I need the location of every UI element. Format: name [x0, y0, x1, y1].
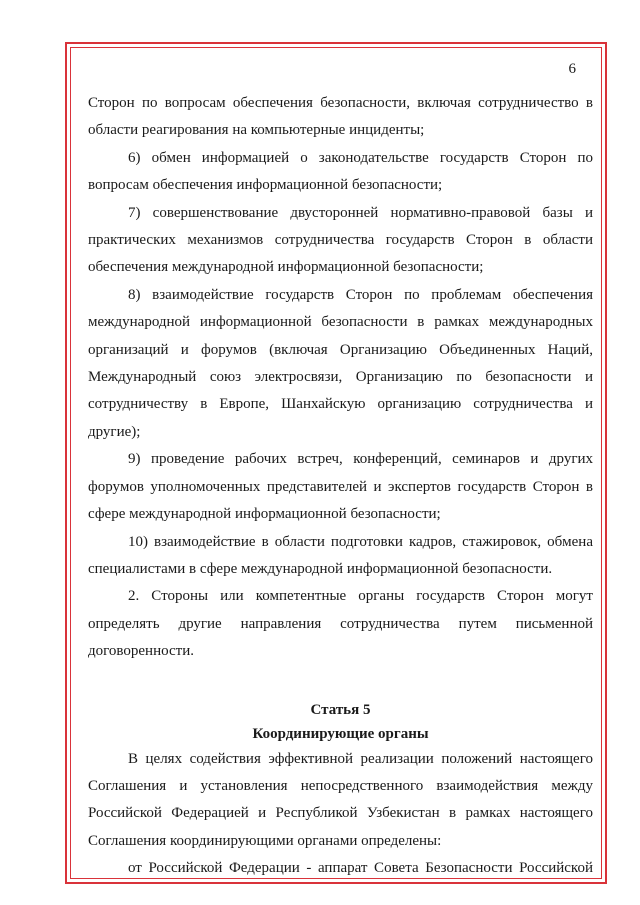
document-body	[88, 90, 593, 883]
list-item-8: 8) взаимодействие государств Сторон по проблемам обеспечения международной информационной безопасности в рамках международных организаций и форумов (включая Организацию Объединенных Наций, Международный союз электросвязи, Организацию по безопасности и сотрудничеству в Европе, Шанхайскую организацию сотрудничества и другие);	[88, 286, 593, 440]
article-heading	[88, 698, 593, 746]
article-title: Координирующие органы	[252, 725, 429, 742]
page-number: 6	[568, 61, 576, 77]
list-item-9: 9) проведение рабочих встреч, конференций, семинаров и других форумов уполномоченных представителей и экспертов государств Сторон в сфере международной информационной безопасности;	[88, 451, 593, 523]
article-paragraph-russia: от Российской Федерации - аппарат Совета Безопасности Российской	[128, 860, 593, 877]
article-number: Статья 5	[310, 701, 371, 718]
clause-2: 2. Стороны или компетентные органы государств Сторон могут определять другие направления сотрудничества путем письменной договоренности.	[88, 588, 593, 660]
paragraph-continuation: Сторон по вопросам обеспечения безопасности, включая сотрудничество в области реагирования на компьютерные инциденты;	[88, 95, 593, 139]
article-paragraph-intro: В целях содействия эффективной реализации положений настоящего Соглашения и установления непосредственного взаимодействия между Российской Федерацией и Республикой Узбекистан в рамках настоящего Соглашения координирующими органами определены:	[88, 750, 593, 849]
list-item-6: 6) обмен информацией о законодательстве государств Сторон по вопросам обеспечения информационной безопасности;	[88, 149, 593, 194]
list-item-7: 7) совершенствование двусторонней нормативно-правовой базы и практических механизмов сотрудничества государств Сторон в области обеспечения международной информационной безопасности;	[88, 204, 593, 276]
list-item-10: 10) взаимодействие в области подготовки кадров, стажировок, обмена специалистами в сфере международной информационной безопасности.	[88, 533, 593, 577]
